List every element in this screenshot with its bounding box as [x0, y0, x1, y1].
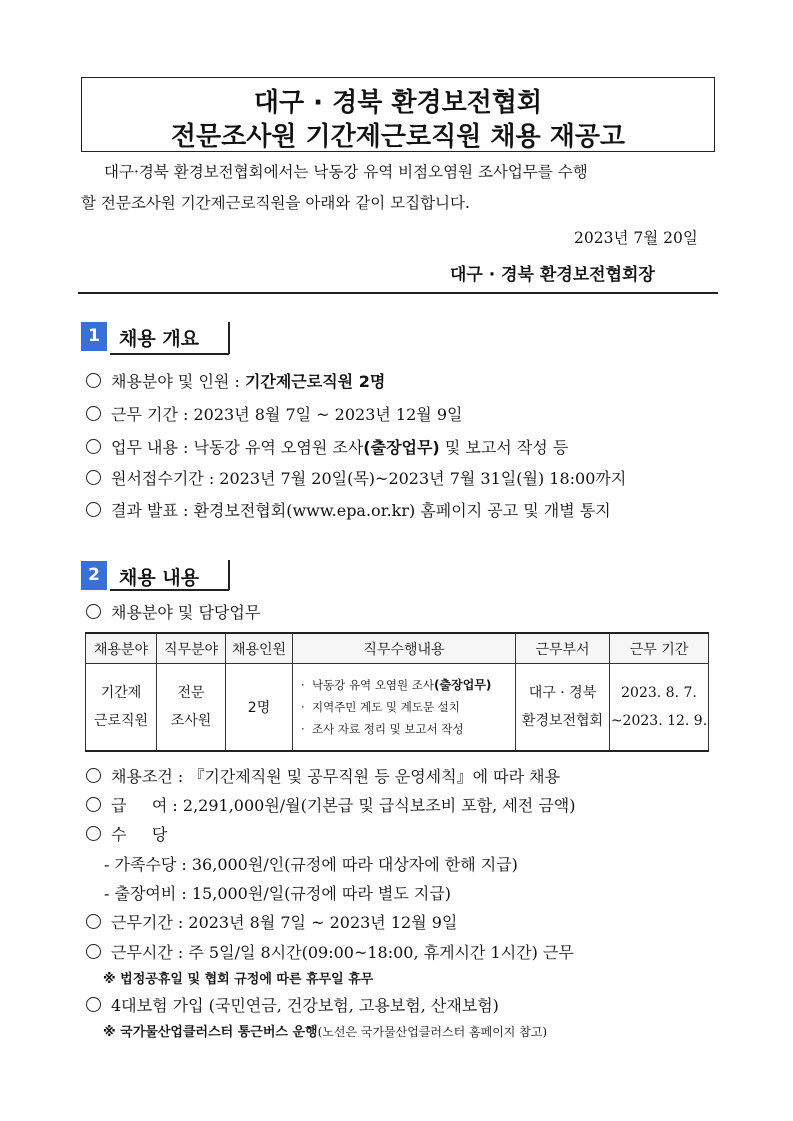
s1-item-period: 근무 기간 : 2023년 8월 7일 ~ 2023년 12월 9일 — [86, 402, 462, 425]
bullet-circle-icon — [86, 470, 101, 485]
s1-item-application: 원서접수기간 : 2023년 7월 20일(목)~2023년 7월 31일(월) 18:00까지 — [86, 466, 626, 489]
bullet-circle-icon — [86, 768, 101, 783]
col-header: 근무 기간 — [610, 633, 709, 664]
cell-job: 전문 조사원 — [157, 664, 226, 752]
bullet-circle-icon — [86, 502, 101, 517]
title-box — [81, 77, 715, 152]
section2-sidebar — [228, 560, 230, 590]
duty-line: · 지역주민 계도 및 계도문 설치 — [301, 700, 460, 714]
jobs-table — [85, 632, 709, 752]
table-header-row — [86, 633, 709, 664]
duty-line: · 낙동강 유역 오염원 조사(출장업무) — [301, 678, 492, 692]
bullet-circle-icon — [86, 944, 101, 959]
bullet-circle-icon — [86, 373, 101, 388]
s2-bus-note: ※ 국가물산업클러스터 통근버스 운행(노선은 국가물산업클러스터 홈페이지 참고) — [103, 1025, 548, 1040]
bullet-circle-icon — [86, 604, 101, 619]
s2-salary: 급 여 : 2,291,000원/월(기본급 및 급식보조비 포함, 세전 금액) — [86, 793, 575, 816]
col-header: 채용인원 — [226, 633, 293, 664]
intro-line-2: 할 전문조사원 기간제근로직원을 아래와 같이 모집합니다. — [81, 194, 470, 212]
bullet-circle-icon — [86, 914, 101, 929]
col-header: 직무분야 — [157, 633, 226, 664]
bullet-circle-icon — [86, 439, 101, 454]
s2-insurance: 4대보험 가입 (국민연금, 건강보험, 고용보험, 산재보험) — [86, 993, 499, 1016]
table-row — [86, 664, 709, 752]
s1-item-duty: 업무 내용 : 낙동강 유역 오염원 조사(출장업무) 및 보고서 작성 등 — [86, 435, 568, 458]
section1-sidebar — [228, 322, 230, 354]
s2-period: 근무기간 : 2023년 8월 7일 ~ 2023년 12월 9일 — [86, 910, 457, 933]
section1-title: 채용 개요 — [119, 328, 200, 350]
signer: 대구 · 경북 환경보전협회장 — [450, 265, 655, 285]
intro-line-1: 대구·경북 환경보전협회에서는 낙동강 유역 비점오염원 조사업무를 수행 — [104, 163, 588, 181]
s2-sub-heading: 채용분야 및 담당업무 — [86, 600, 260, 623]
bullet-circle-icon — [86, 406, 101, 421]
bullet-circle-icon — [86, 797, 101, 812]
cell-dept: 대구 · 경북 환경보전협회 — [516, 664, 610, 752]
section2-underline — [110, 589, 229, 591]
s2-conditions: 채용조건 : 『기간제직원 및 공무직원 등 운영세칙』에 따라 채용 — [86, 764, 560, 787]
duty-line: · 조사 자료 정리 및 보고서 작성 — [301, 722, 464, 736]
cell-count: 2명 — [226, 664, 293, 752]
s2-holiday-note: ※ 법정공휴일 및 협회 규정에 따른 휴무일 휴무 — [103, 972, 374, 987]
s1-item-recruit: 채용분야 및 인원 : 기간제근로직원 2명 — [86, 369, 385, 392]
bullet-circle-icon — [86, 997, 101, 1012]
s2-hours: 근무시간 : 주 5일/일 8시간(09:00~18:00, 휴게시간 1시간) 근무 — [86, 940, 574, 963]
notice-date: 2023년 7월 20일 — [574, 229, 698, 247]
s2-allowance-family: - 가족수당 : 36,000원/인(규정에 따라 대상자에 한해 지급) — [104, 855, 518, 874]
section1-number: 1 — [81, 322, 107, 351]
cell-field: 기간제 근로직원 — [86, 664, 157, 752]
cell-duties — [293, 664, 516, 752]
bullet-circle-icon — [86, 826, 101, 841]
col-header: 채용분야 — [86, 633, 157, 664]
cell-period: 2023. 8. 7. ~2023. 12. 9. — [610, 664, 709, 752]
s2-allowance: 수 당 — [86, 822, 167, 845]
section1-underline — [110, 353, 229, 355]
s1-item-result: 결과 발표 : 환경보전협회(www.epa.or.kr) 홈페이지 공고 및 개별 통지 — [86, 498, 611, 521]
section2-number: 2 — [81, 561, 107, 590]
section2-title: 채용 내용 — [119, 567, 200, 589]
s2-allowance-travel: - 출장여비 : 15,000원/일(규정에 따라 별도 지급) — [104, 884, 452, 903]
org-title: 대구 · 경북 환경보전협회 — [253, 88, 543, 118]
col-header: 직무수행내용 — [293, 633, 516, 664]
divider — [78, 292, 718, 294]
col-header: 근무부서 — [516, 633, 610, 664]
notice-title: 전문조사원 기간제근로직원 채용 재공고 — [170, 122, 626, 152]
